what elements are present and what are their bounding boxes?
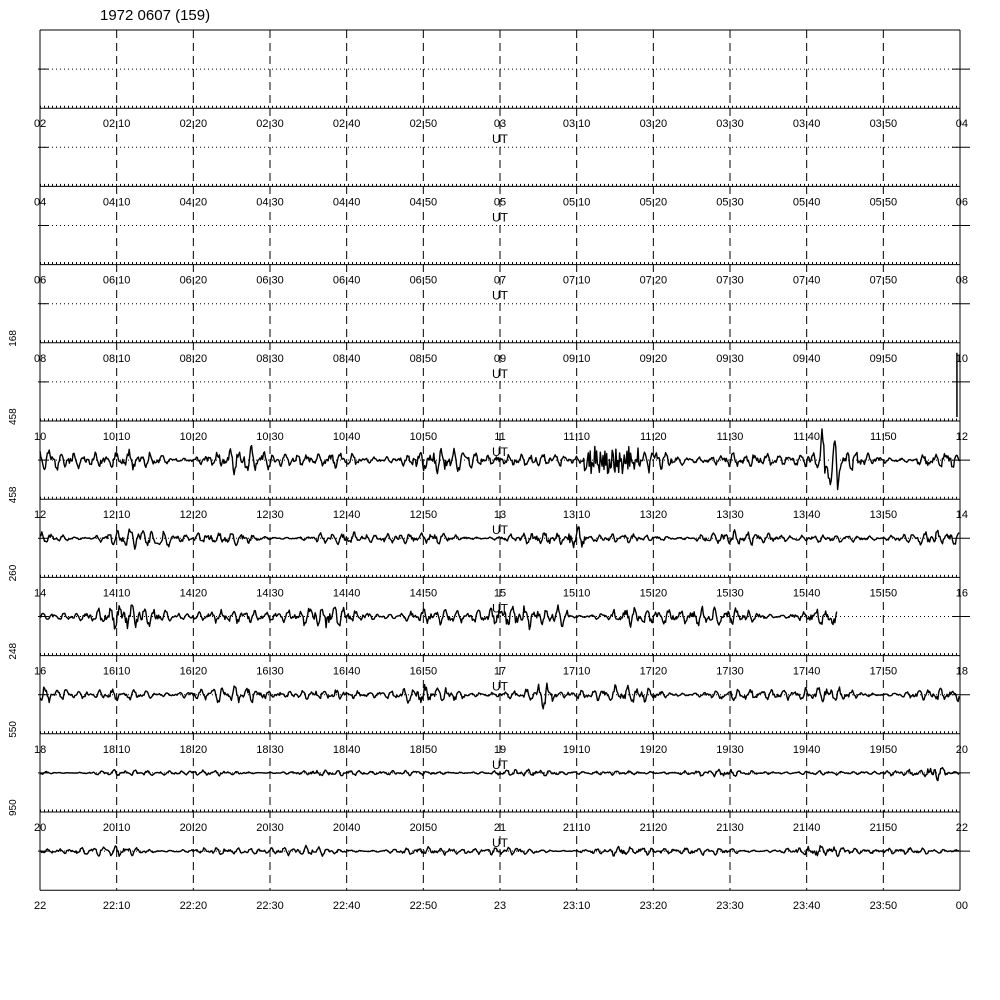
x-tick-label: 07 (493, 274, 507, 287)
x-tick-label: 12:50 (409, 509, 438, 522)
chart-labels (8, 118, 968, 912)
x-tick-label: 08:30 (256, 352, 284, 365)
x-tick-label: 12:10 (102, 509, 131, 522)
x-tick-label: 10 (955, 352, 968, 365)
x-axis-label: UT (492, 601, 508, 616)
x-tick-label: 20:20 (179, 822, 208, 834)
x-axis-label: UT (492, 523, 508, 538)
x-tick-label: 16 (955, 587, 968, 600)
scale-label: 950 (8, 799, 19, 816)
x-tick-label: 11 (494, 431, 506, 443)
x-tick-label: 20 (955, 743, 968, 756)
x-tick-label: 05:40 (792, 196, 821, 209)
x-tick-label: 15:30 (716, 587, 744, 600)
x-tick-label: 22:30 (256, 900, 284, 913)
x-tick-label: 03:10 (562, 118, 591, 131)
x-tick-label: 10:10 (102, 431, 131, 443)
x-tick-label: 16 (34, 665, 47, 678)
x-axis-label: UT (492, 445, 508, 459)
x-tick-label: 14:50 (409, 587, 438, 600)
x-tick-label: 08:40 (332, 352, 361, 365)
x-axis-label: UT (492, 288, 508, 303)
x-tick-label: 05:10 (562, 196, 591, 209)
x-tick-label: 08 (34, 352, 47, 365)
x-tick-label: 14 (955, 509, 968, 522)
x-tick-label: 21:40 (792, 822, 821, 834)
x-tick-label: 09:40 (792, 352, 821, 365)
x-tick-label: 13:40 (792, 509, 821, 522)
scale-label: 458 (8, 486, 19, 504)
x-tick-label: 16:50 (409, 665, 438, 678)
x-tick-label: 18:50 (409, 743, 438, 756)
x-tick-label: 21 (493, 822, 507, 834)
x-tick-label: 21:30 (716, 822, 744, 834)
x-axis-label: UT (492, 132, 508, 147)
x-tick-label: 23:30 (716, 900, 744, 913)
x-tick-label: 10:40 (332, 431, 361, 443)
x-tick-label: 20:10 (102, 822, 131, 834)
x-tick-label: 05:20 (639, 196, 668, 209)
x-tick-label: 17:50 (869, 665, 898, 678)
x-tick-label: 04:30 (256, 196, 284, 209)
x-tick-label: 04:10 (102, 196, 131, 209)
x-axis-label: UT (492, 836, 508, 850)
x-tick-label: 22:40 (332, 900, 361, 913)
x-tick-label: 18:10 (102, 743, 131, 756)
x-tick-label: 16:20 (179, 665, 208, 678)
x-tick-label: 04:50 (409, 196, 438, 209)
x-tick-label: 13:10 (562, 509, 591, 522)
x-tick-label: 15:40 (792, 587, 821, 600)
x-tick-label: 17 (493, 665, 507, 678)
x-tick-label: 14:30 (256, 587, 284, 600)
x-tick-label: 18 (955, 665, 968, 678)
x-tick-label: 03:40 (792, 118, 821, 131)
x-tick-label: 12 (34, 509, 47, 522)
x-tick-label: 20:50 (409, 822, 438, 834)
x-tick-label: 06 (955, 196, 968, 209)
x-tick-label: 19:50 (869, 743, 898, 756)
x-tick-label: 17:40 (792, 665, 821, 678)
x-tick-label: 16:40 (332, 665, 361, 678)
x-tick-label: 23 (493, 900, 507, 913)
x-tick-label: 14:40 (332, 587, 361, 600)
scale-label: 550 (8, 721, 19, 738)
x-tick-label: 04:20 (179, 196, 208, 209)
scale-label: 168 (8, 330, 19, 347)
x-axis-label: UT (492, 757, 508, 772)
x-tick-label: 03 (493, 118, 507, 131)
x-tick-label: 18:20 (179, 743, 208, 756)
x-tick-label: 16:30 (256, 665, 284, 678)
x-tick-label: 08:10 (102, 352, 131, 365)
x-tick-label: 19:30 (716, 743, 744, 756)
x-tick-label: 07:20 (639, 274, 668, 287)
x-tick-label: 14:20 (179, 587, 208, 600)
x-tick-label: 19:20 (639, 743, 668, 756)
x-tick-label: 15:20 (639, 587, 668, 600)
x-tick-label: 22:50 (409, 900, 438, 913)
x-tick-label: 17:20 (639, 665, 668, 678)
series-trace (40, 605, 837, 630)
x-tick-label: 14 (34, 587, 47, 600)
x-tick-label: 17:10 (562, 665, 591, 678)
x-tick-label: 20:40 (332, 822, 361, 834)
x-tick-label: 14:10 (102, 587, 131, 600)
x-tick-label: 07:30 (716, 274, 744, 287)
x-tick-label: 02:30 (256, 118, 284, 131)
x-tick-label: 12:20 (179, 509, 208, 522)
x-tick-label: 06:30 (256, 274, 284, 287)
x-tick-label: 18:40 (332, 743, 361, 756)
x-tick-label: 07:50 (869, 274, 898, 287)
x-axis-label: UT (492, 679, 508, 694)
x-tick-label: 05:30 (716, 196, 744, 209)
x-tick-label: 02:20 (179, 118, 208, 131)
x-tick-label: 04 (955, 118, 968, 131)
x-axis-label: UT (492, 210, 508, 225)
x-tick-label: 09:20 (639, 352, 668, 365)
x-tick-label: 03:50 (869, 118, 898, 131)
x-tick-label: 12:30 (256, 509, 284, 522)
x-tick-label: 06:40 (332, 274, 361, 287)
x-tick-label: 18 (34, 743, 47, 756)
x-tick-label: 10 (34, 431, 47, 443)
x-tick-label: 22:10 (102, 900, 131, 913)
x-tick-label: 22 (955, 822, 968, 834)
x-tick-label: 08 (955, 274, 968, 287)
x-tick-label: 20:30 (256, 822, 284, 834)
x-tick-label: 04 (34, 196, 47, 209)
x-tick-label: 23:40 (792, 900, 821, 913)
x-tick-label: 13:30 (716, 509, 744, 522)
x-tick-label: 05:50 (869, 196, 898, 209)
x-tick-label: 18:30 (256, 743, 284, 756)
x-tick-label: 03:30 (716, 118, 744, 131)
chart-title: 1972 0607 (159) (100, 7, 211, 24)
x-tick-label: 19:10 (562, 743, 591, 756)
x-tick-label: 17:30 (716, 665, 744, 678)
x-tick-label: 06:10 (102, 274, 131, 287)
x-tick-label: 23:10 (562, 900, 591, 913)
x-tick-label: 07:10 (562, 274, 591, 287)
x-tick-label: 12:40 (332, 509, 361, 522)
x-tick-label: 22 (34, 900, 47, 913)
x-tick-label: 23:50 (869, 900, 898, 913)
x-tick-label: 20 (34, 822, 47, 834)
x-tick-label: 11:30 (716, 431, 744, 443)
x-tick-label: 07:40 (792, 274, 821, 287)
x-tick-label: 16:10 (102, 665, 131, 678)
x-tick-label: 08:20 (179, 352, 208, 365)
x-tick-label: 05 (493, 196, 507, 209)
x-tick-label: 22:20 (179, 900, 208, 913)
x-tick-label: 02:40 (332, 118, 361, 131)
x-tick-label: 11:50 (869, 431, 897, 443)
x-tick-label: 06 (34, 274, 47, 287)
x-tick-label: 13:50 (869, 509, 898, 522)
x-tick-label: 10:50 (409, 431, 438, 443)
x-tick-label: 09:30 (716, 352, 744, 365)
x-tick-label: 06:50 (409, 274, 438, 287)
x-tick-label: 21:50 (869, 822, 898, 834)
x-tick-label: 15 (493, 587, 507, 600)
x-tick-label: 19:40 (792, 743, 821, 756)
x-tick-label: 13 (493, 509, 507, 522)
x-tick-label: 12 (955, 431, 968, 443)
x-tick-label: 11:10 (563, 431, 591, 443)
x-tick-label: 09:10 (562, 352, 591, 365)
x-tick-label: 13:20 (639, 509, 668, 522)
x-tick-label: 15:10 (562, 587, 591, 600)
x-tick-label: 11:20 (639, 431, 667, 443)
x-tick-label: 21:10 (562, 822, 591, 834)
x-tick-label: 06:20 (179, 274, 208, 287)
x-tick-label: 23:20 (639, 900, 668, 913)
x-tick-label: 10:20 (179, 431, 208, 443)
x-tick-label: 02:50 (409, 118, 438, 131)
x-tick-label: 11:40 (793, 431, 821, 443)
x-tick-label: 15:50 (869, 587, 898, 600)
x-tick-label: 08:50 (409, 352, 438, 365)
scale-label: 458 (8, 408, 19, 425)
x-tick-label: 09:50 (869, 352, 898, 365)
x-tick-label: 03:20 (639, 118, 668, 131)
x-tick-label: 00 (955, 900, 968, 913)
x-tick-label: 21:20 (639, 822, 668, 834)
x-axis-label: UT (492, 366, 508, 381)
x-tick-label: 09 (493, 352, 507, 365)
x-tick-label: 19 (493, 743, 507, 756)
x-tick-label: 02 (34, 118, 47, 131)
x-tick-label: 10:30 (256, 431, 284, 443)
scale-label: 248 (8, 642, 19, 660)
scale-label: 260 (8, 564, 19, 582)
x-tick-label: 02:10 (102, 118, 131, 131)
x-tick-label: 04:40 (332, 196, 361, 209)
